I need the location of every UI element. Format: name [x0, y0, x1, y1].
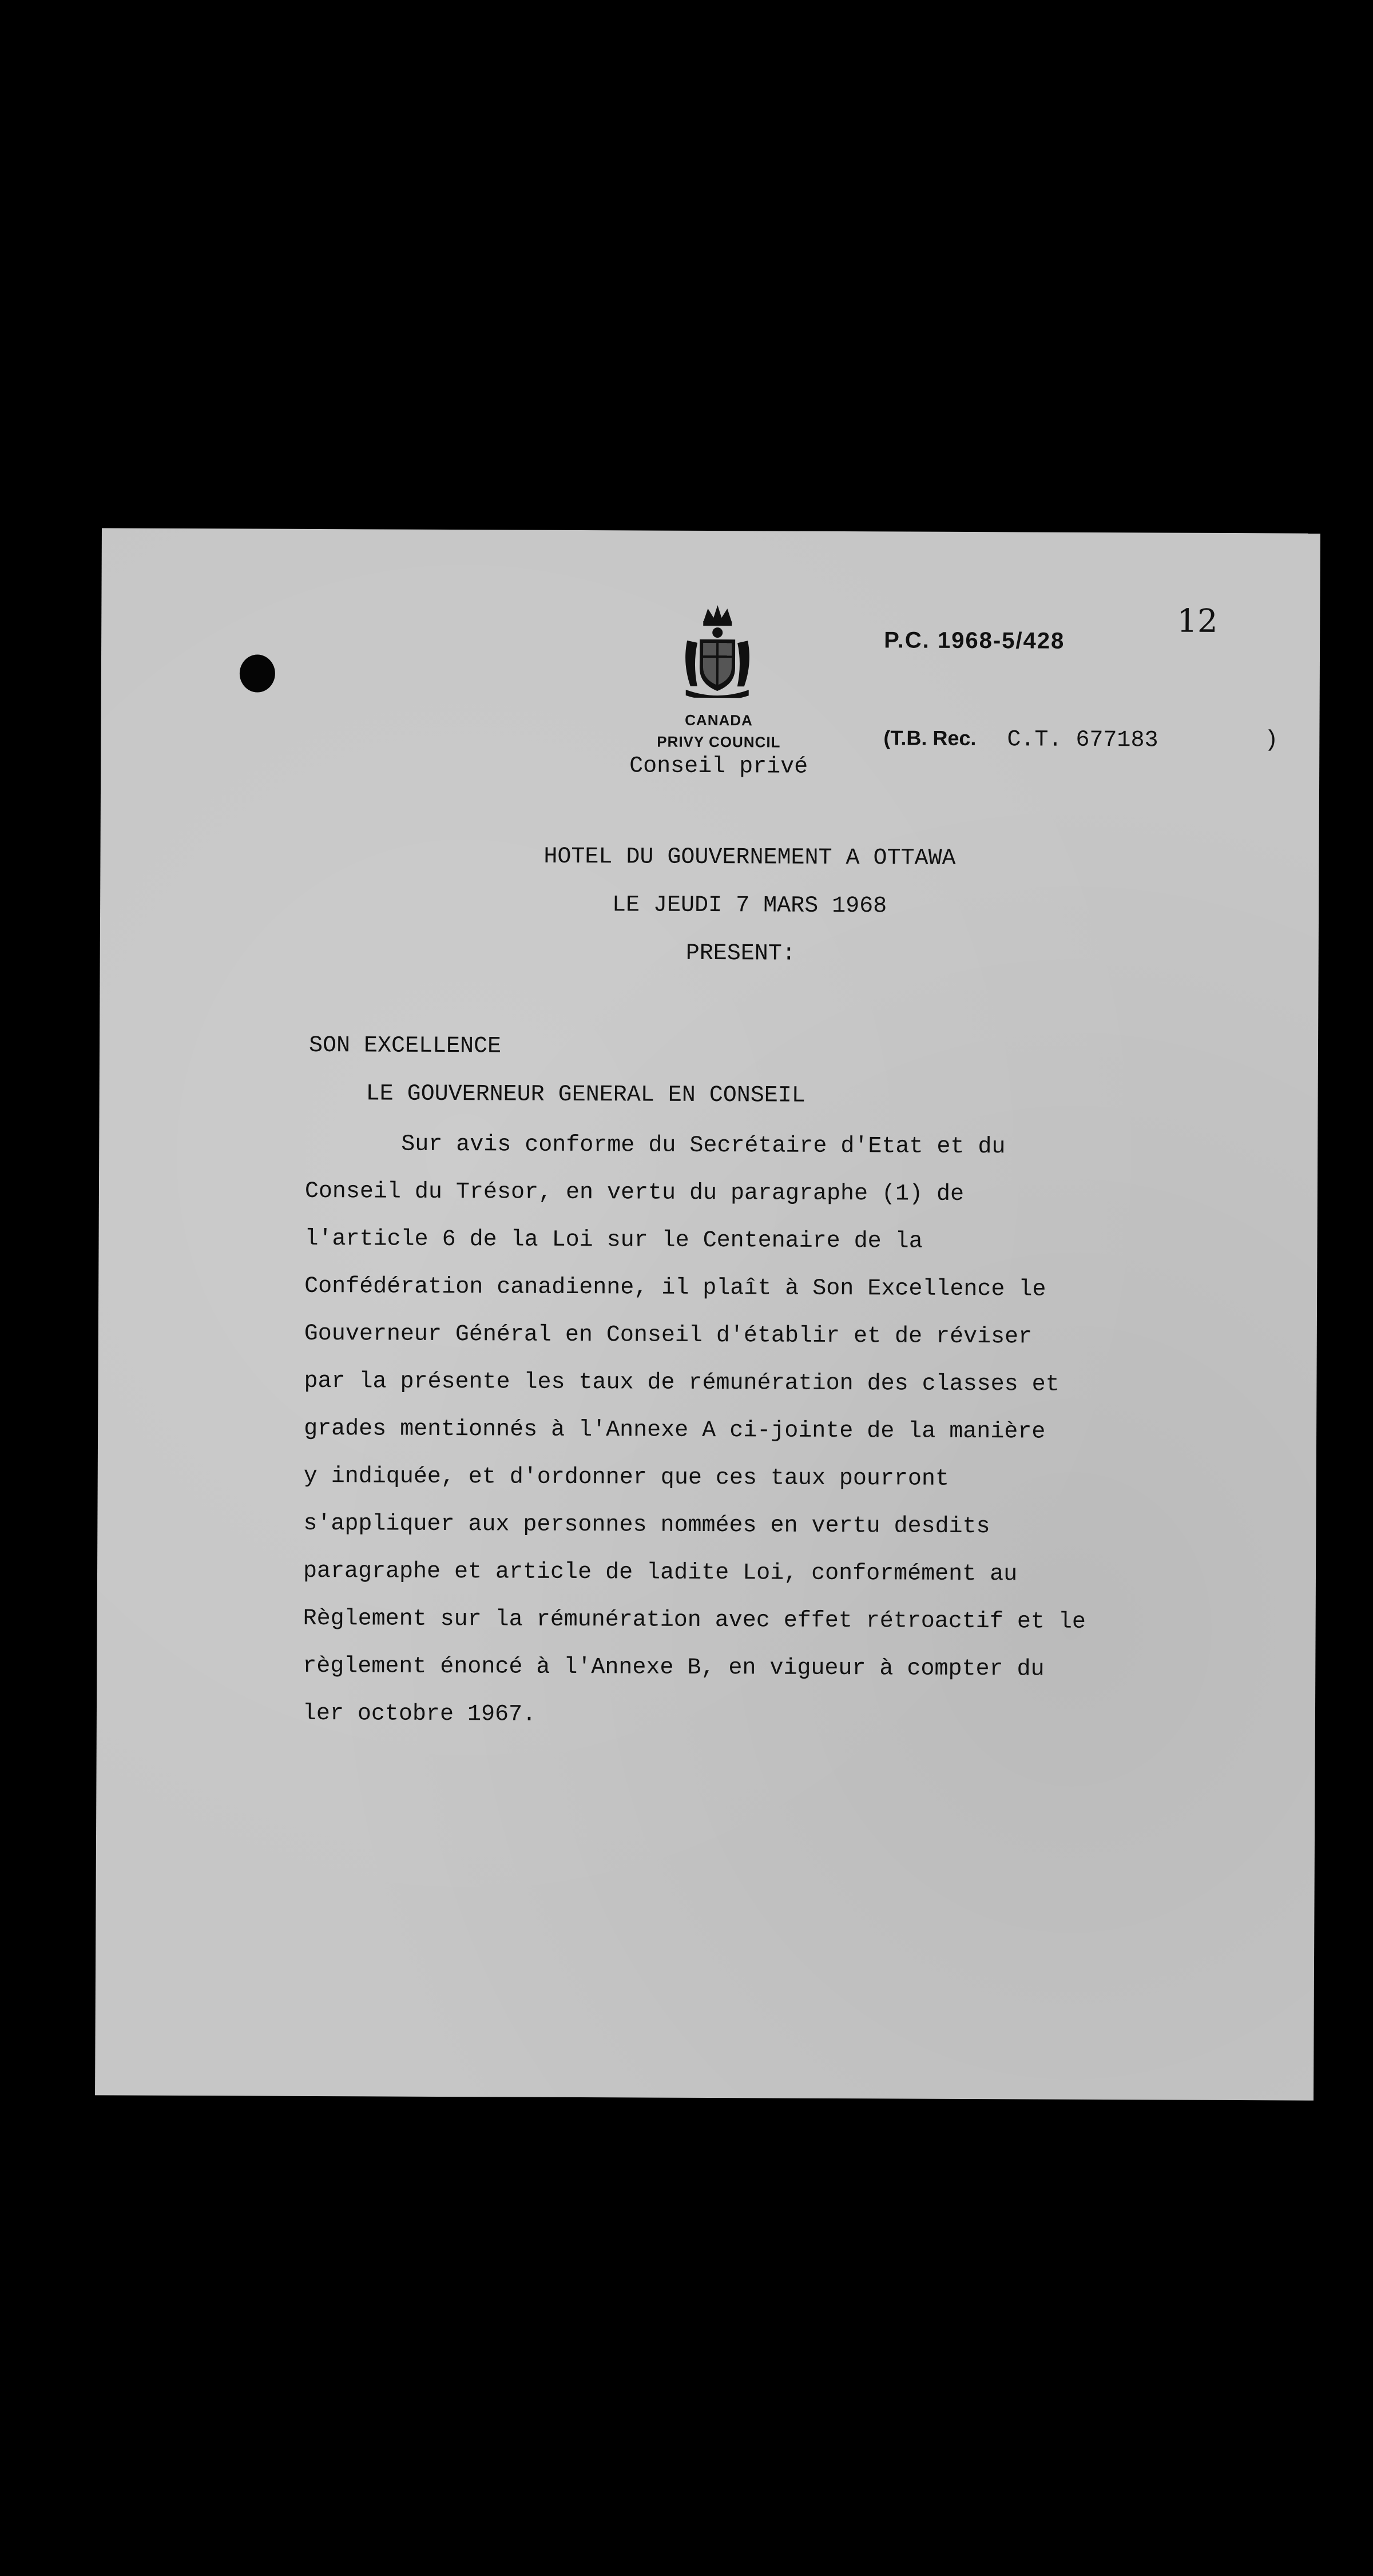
addressee-line-2: LE GOUVERNEUR GENERAL EN CONSEIL: [366, 1081, 805, 1109]
document-page: [95, 528, 1320, 2100]
body-line: règlement énoncé à l'Annexe B, en vigueur à compter du: [303, 1653, 1045, 1683]
body-line: l'article 6 de la Loi sur le Centenaire de la: [304, 1226, 923, 1255]
tb-rec-number: C.T. 677183: [1007, 727, 1158, 754]
heading-date: LE JEUDI 7 MARS 1968: [612, 892, 887, 920]
page-number: 12: [1177, 602, 1218, 640]
punch-hole: [240, 654, 275, 692]
body-line: y indiquée, et d'ordonner que ces taux pourront: [303, 1463, 950, 1492]
body-line: Sur avis conforme du Secrétaire d'Etat et du: [401, 1131, 1006, 1160]
letterhead: [604, 709, 834, 782]
letterhead-conseil-prive: Conseil privé: [629, 753, 808, 780]
letterhead-privy-council: PRIVY COUNCIL: [657, 733, 781, 751]
heading-present: PRESENT:: [685, 940, 796, 967]
heading: [100, 831, 1319, 980]
addressee: [308, 1022, 805, 1120]
addressee-line-1: SON EXCELLENCE: [308, 1032, 502, 1060]
tb-rec-close: ): [1264, 728, 1279, 754]
letterhead-canada: CANADA: [685, 711, 753, 729]
treasury-board-reference: [883, 726, 1278, 754]
body-line: Règlement sur la rémunération avec effet rétroactif et le: [303, 1605, 1086, 1635]
tb-rec-label: (T.B. Rec.: [883, 726, 977, 750]
order-body: [303, 1120, 1164, 1742]
body-line: grades mentionnés à l'Annexe A ci-jointe de la manière: [304, 1416, 1046, 1445]
coat-of-arms-icon: [680, 601, 755, 698]
body-line: paragraphe et article de ladite Loi, conformément au: [303, 1558, 1018, 1588]
body-line: s'appliquer aux personnes nommées en vertu desdits: [303, 1510, 990, 1540]
body-line: par la présente les taux de rémunération des classes et: [304, 1368, 1059, 1398]
order-in-council-number: P.C. 1968-5/428: [884, 627, 1065, 654]
body-line: Conseil du Trésor, en vertu du paragraphe (1) de: [304, 1178, 965, 1207]
body-line: Gouverneur Général en Conseil d'établir et de réviser: [304, 1321, 1033, 1350]
heading-location: HOTEL DU GOUVERNEMENT A OTTAWA: [543, 844, 956, 872]
body-line: ler octobre 1967.: [302, 1700, 537, 1728]
body-line: Confédération canadienne, il plaît à Son Excellence le: [304, 1273, 1046, 1303]
